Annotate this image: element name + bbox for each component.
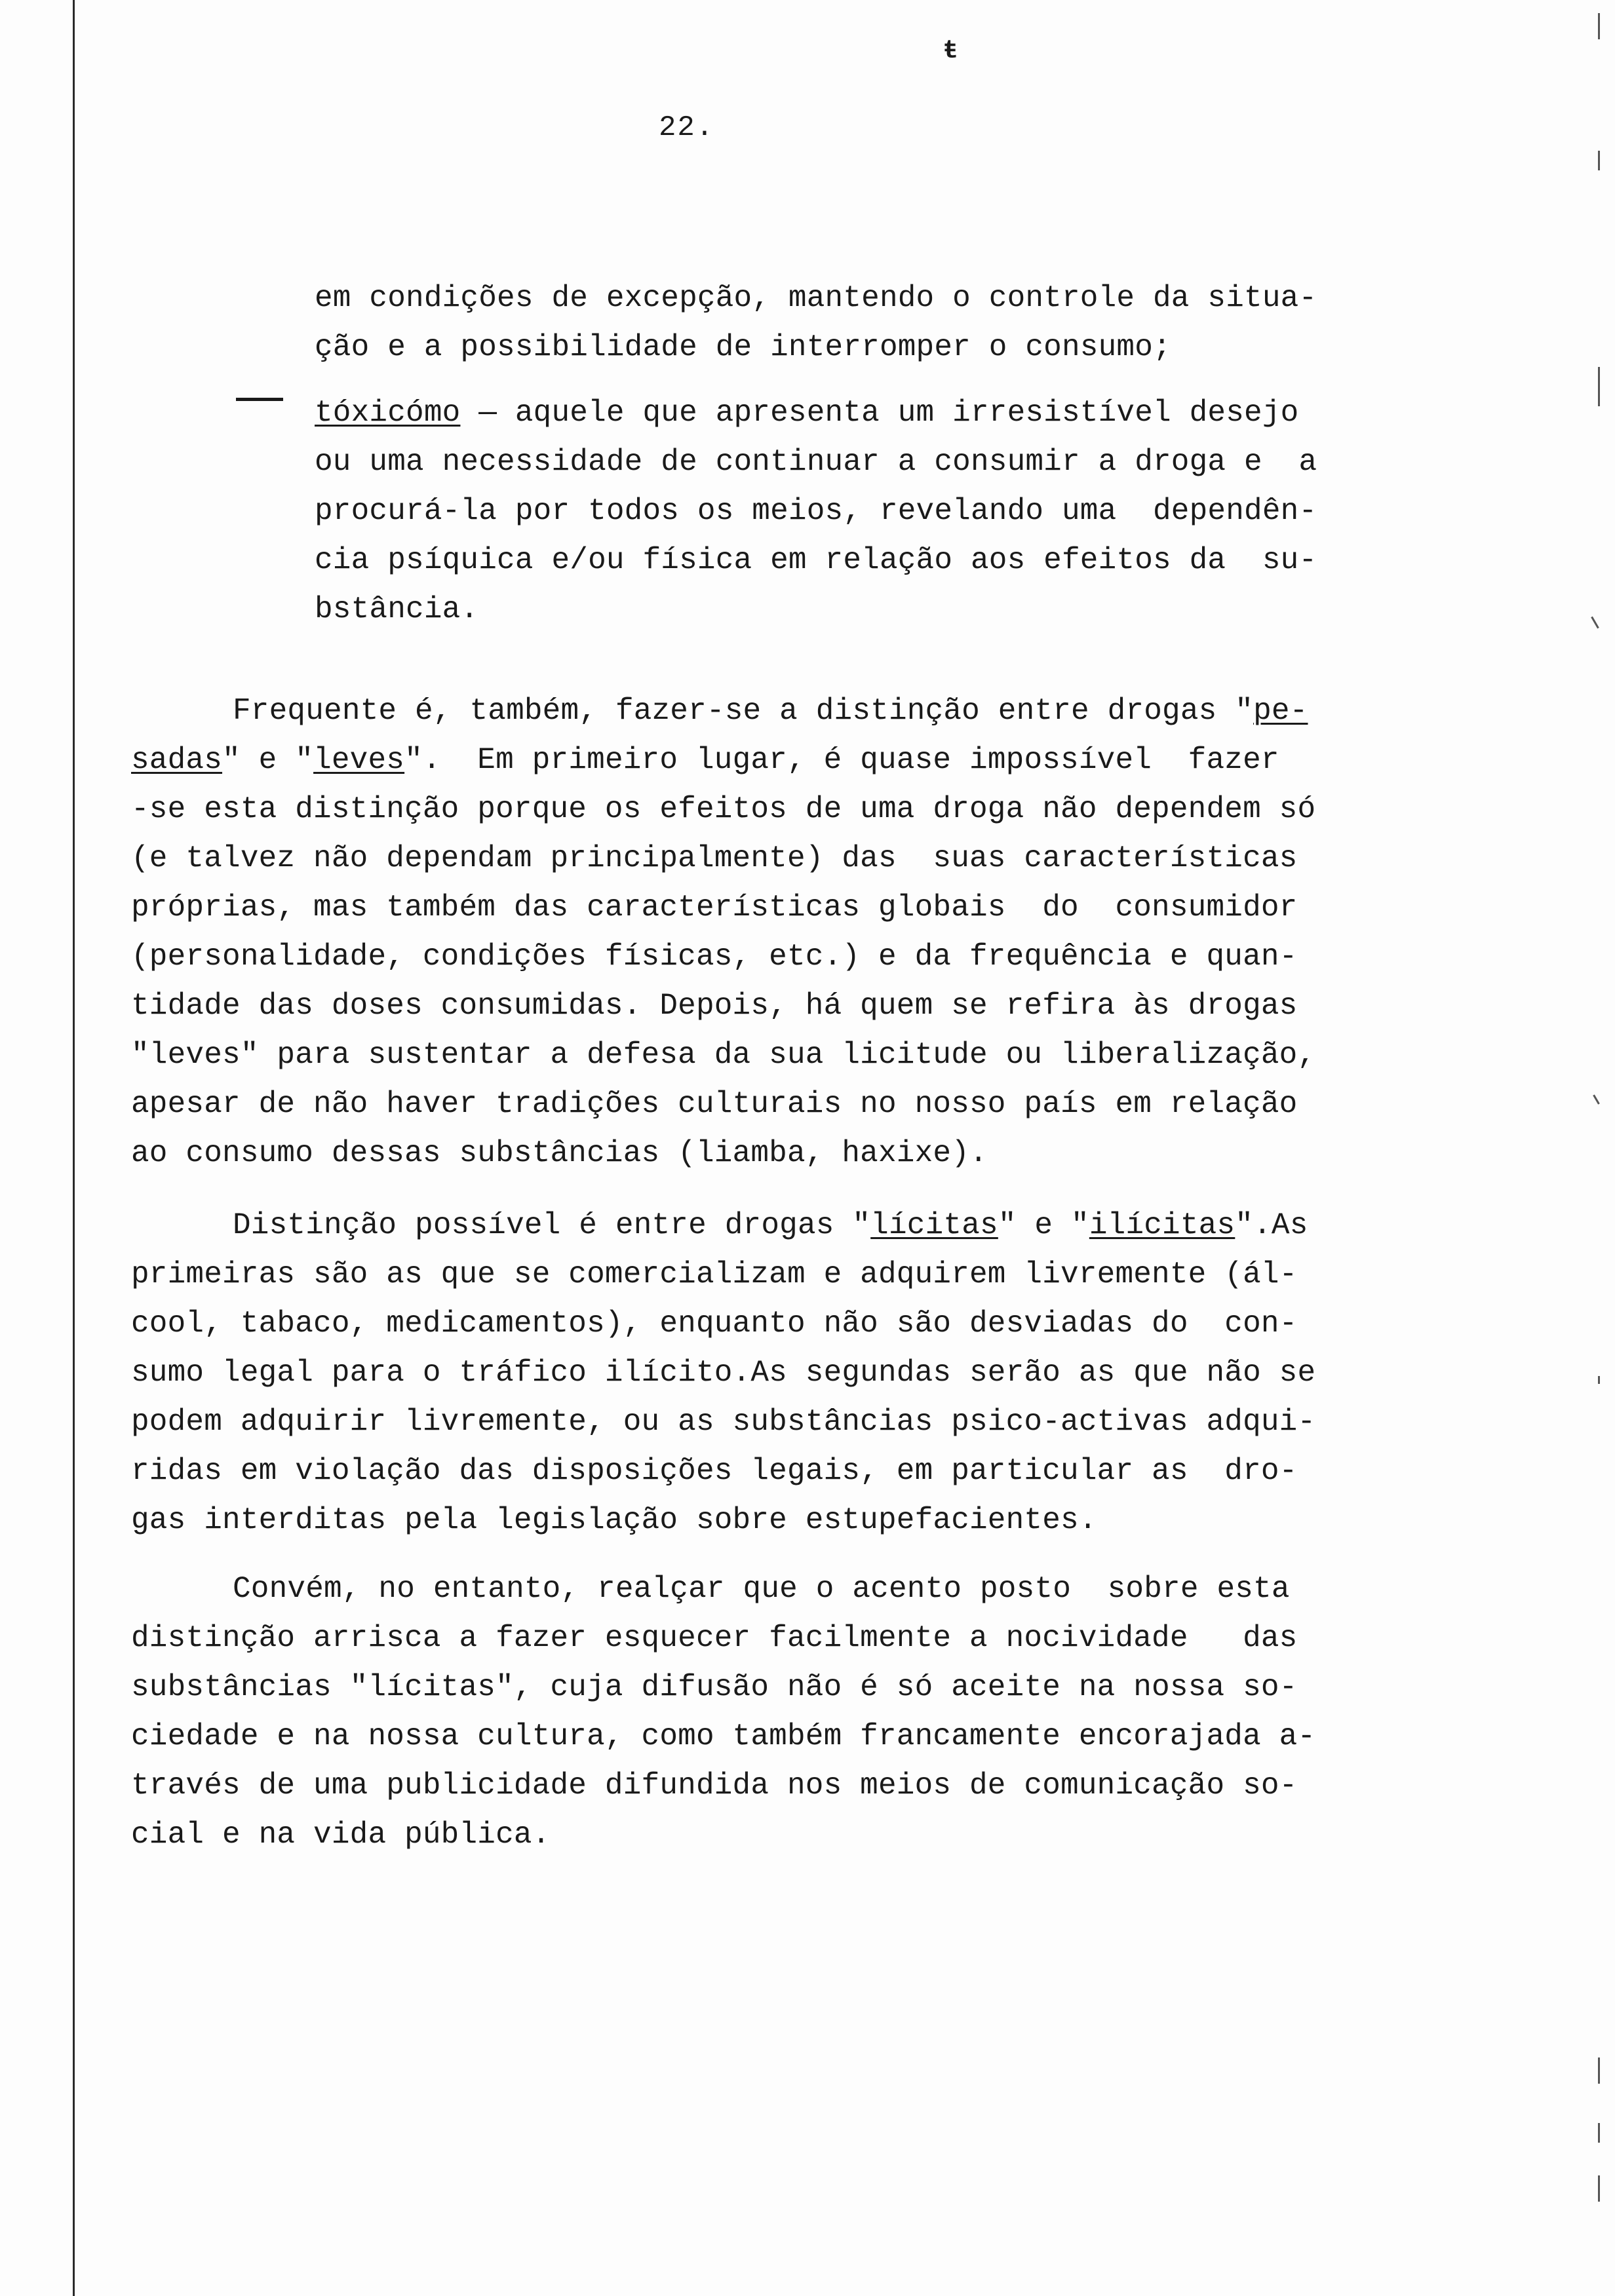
paragraph-line: (e talvez não dependam principalmente) das suas características [131,841,1298,875]
term-toxicomo: tóxicómo [315,396,461,430]
paragraph-line: ao consumo dessas substâncias (liamba, haxixe). [131,1136,988,1170]
paragraph-line: cool, tabaco, medicamentos), enquanto não são desviadas do con- [131,1307,1298,1341]
paragraph-line: "leves" para sustentar a defesa da sua licitude ou liberalização, [131,1038,1316,1072]
paragraph-line: gas interditas pela legislação sobre estupefacientes. [131,1503,1097,1537]
paragraph-line: cial e na vida pública. [131,1818,551,1852]
paragraph-line: apesar de não haver tradições culturais no nosso país em relação [131,1087,1298,1121]
definition-line: procurá-la por todos os meios, revelando uma dependên- [315,494,1317,528]
paragraph-line: ridas em violação das disposições legais, em particular as dro- [131,1454,1298,1488]
paragraph-line: substâncias "lícitas", cuja difusão não é só aceite na nossa so- [131,1670,1298,1704]
definition-line: bstância. [315,592,479,626]
paragraph-line: (personalidade, condições físicas, etc.) e da frequência e quan- [131,940,1298,974]
left-margin-rule [73,0,75,2296]
paragraph-line: sumo legal para o tráfico ilícito.As segundas serão as que não se [131,1356,1316,1390]
paragraph-line: ciedade e na nossa cultura, como também francamente encorajada a- [131,1719,1316,1753]
paragraph-line: sadas" e "leves". Em primeiro lugar, é quase impossível fazer [131,743,1279,777]
list-bullet-dash [236,398,283,401]
list-continuation-line: ção e a possibilidade de interromper o consumo; [315,330,1171,364]
page-number: 22. [659,111,715,144]
scan-mark: ŧ [943,37,959,66]
paragraph-line: Convém, no entanto, realçar que o acento posto sobre esta [233,1572,1290,1606]
list-continuation-line: em condições de excepção, mantendo o controle da situa- [315,281,1317,315]
definition-line: ou uma necessidade de continuar a consumir a droga e a [315,445,1317,479]
paragraph-line: Frequente é, também, fazer-se a distinção entre drogas "pe- [233,694,1308,728]
paragraph-line: distinção arrisca a fazer esquecer facilmente a nocividade das [131,1621,1298,1655]
paragraph-line: través de uma publicidade difundida nos meios de comunicação so- [131,1769,1298,1803]
paragraph-line: podem adquirir livremente, ou as substâncias psico-activas adqui- [131,1405,1316,1439]
paragraph-line: próprias, mas também das características globais do consumidor [131,890,1298,925]
paragraph-line: tidade das doses consumidas. Depois, há quem se refira às drogas [131,989,1298,1023]
paragraph-line: Distinção possível é entre drogas "lícitas" e "ilícitas".As [233,1208,1308,1242]
paragraph-line: primeiras são as que se comercializam e adquirem livremente (ál- [131,1257,1298,1292]
definition-line: cia psíquica e/ou física em relação aos efeitos da su- [315,543,1317,577]
definition-line: tóxicómo — aquele que apresenta um irresistível desejo [315,396,1299,430]
paragraph-line: -se esta distinção porque os efeitos de uma droga não dependem só [131,792,1316,826]
scan-edge-specks [1598,0,1602,2296]
